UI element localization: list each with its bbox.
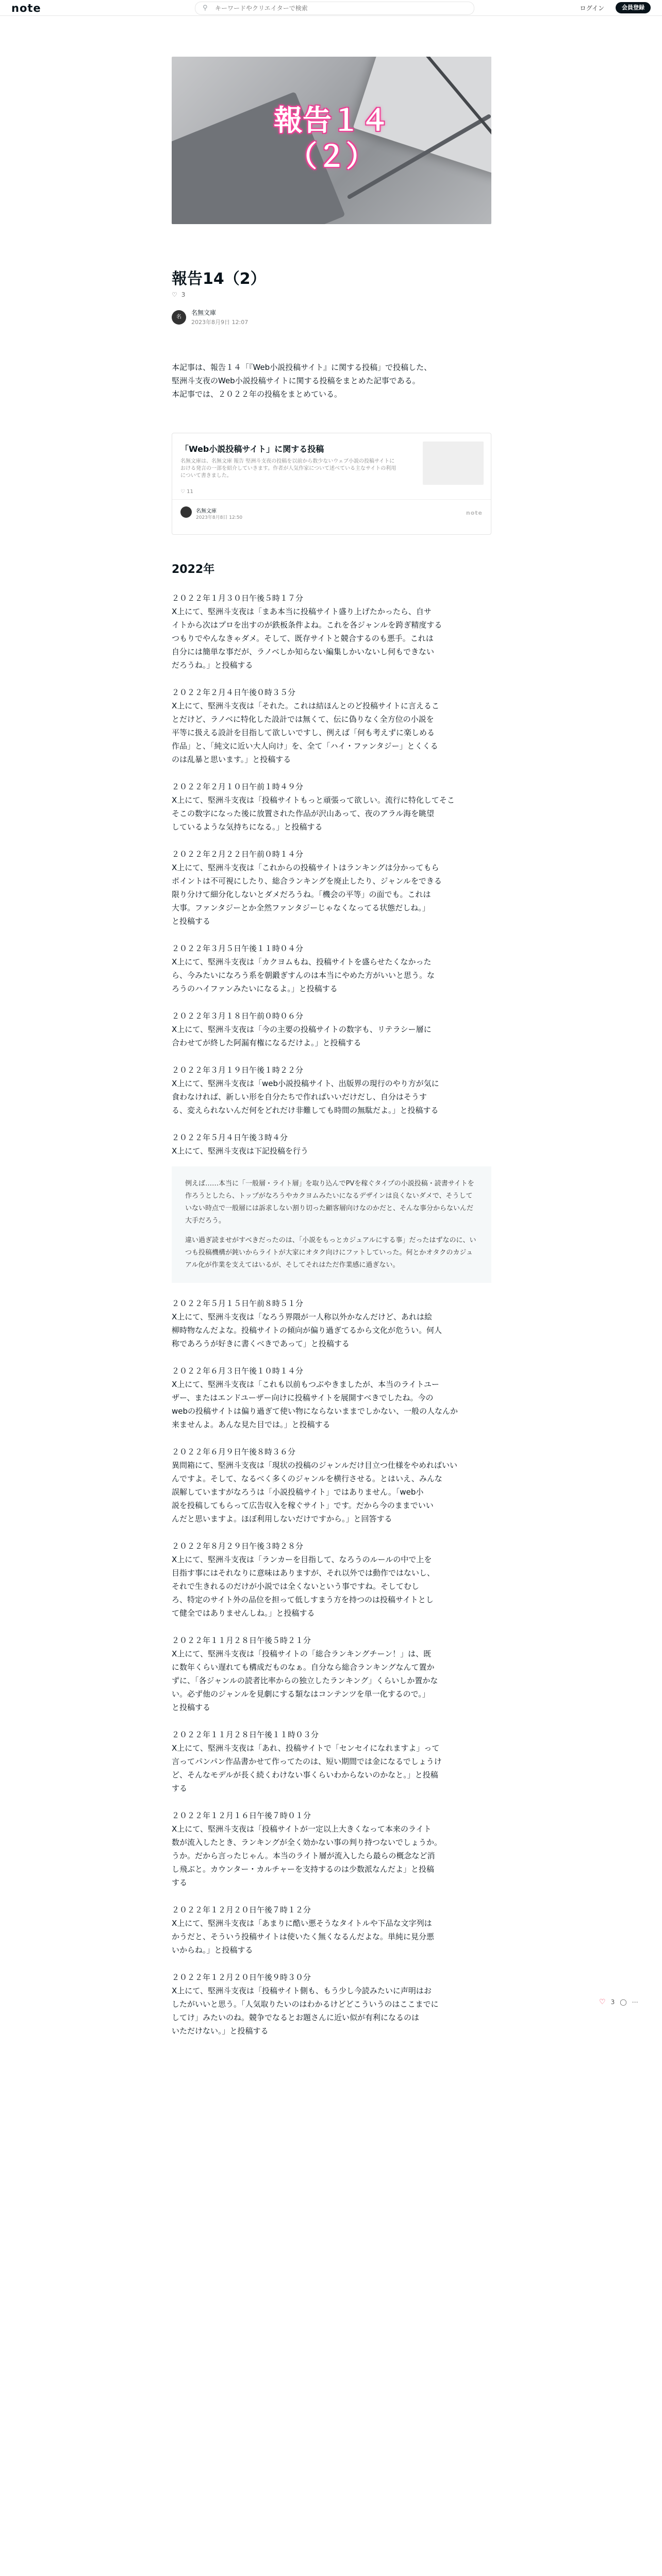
quote-text: 違い過ぎ読ませがすべきだったのは、「小説をもっとカジュアルにする事」だったはずなのに、いつも投稿機構が鈍いからライトが大家にオタク向けにファトしていった。何とかオタクのカジュアル化が作業を支えてはいるが、そしてそれはただ作業感に過ぎない。 — [185, 1236, 476, 1269]
post-entry — [172, 686, 491, 766]
entry-text: かうだと、そういう投稿サイトは使いたく無くなるんだよな。単純に見分悪 — [172, 1932, 434, 1941]
post-entry — [172, 591, 491, 672]
entry-text: 来ませんよ。あんな見た目では。」と投稿する — [172, 1420, 330, 1429]
entry-text: 平等に扱える設計を目指して欲しいですし、例えば「何も考えずに楽しめる — [172, 728, 435, 737]
entry-text: 誤解していますがなろうは「小説投稿サイト」ではありません。「web小 — [172, 1487, 424, 1497]
avatar — [180, 506, 192, 518]
more-icon[interactable]: ⋯ — [632, 1998, 638, 2006]
note-logo[interactable]: note — [11, 2, 41, 14]
entry-text: いただけない。」と投稿する — [172, 2026, 269, 2036]
entry-text: ら、今みたいになろう系を朝鍛ぎすんのは本当にやめた方がいいと思う。な — [172, 971, 435, 980]
search-input[interactable] — [214, 4, 464, 12]
post-entry — [172, 1971, 491, 2038]
embed-author: 名無文庫 — [196, 509, 217, 514]
entry-text: と投稿する — [172, 917, 211, 926]
search-icon: ⚲ — [203, 4, 208, 12]
post-entry — [172, 1445, 491, 1526]
entry-text: X上にて、堅洲斗支夜は「これからの投稿サイトはランキングは分かってもら — [172, 863, 439, 872]
entry-text: 限り分けて細分化しないとダメだろうね。「機会の平等」の面でも。これは — [172, 890, 431, 899]
author-name[interactable]: 名無文庫 — [191, 309, 217, 316]
section-heading: 2022年 — [172, 563, 215, 576]
entry-text: うか。だから言ったじゃん。本当のライト層が流入したら最らの概念など消 — [172, 1851, 435, 1860]
entry-text: X上にて、堅洲斗支夜は「なろう界隈が一人称以外かなんだけど、あれは絵 — [172, 1312, 432, 1321]
entry-date: ２０２２年３月５日午後１１時０４分 — [172, 944, 304, 953]
embed-title: 「Web小説投稿サイト」に関する投稿 — [180, 444, 324, 454]
entry-text: る、変えられないんだ何をどれだけ非難しても時間の無駄だよ。」と投稿する — [172, 1106, 439, 1115]
note-logo: note — [466, 510, 483, 516]
entry-date: ２０２２年１２月２０日午後９時３０分 — [172, 1973, 311, 1982]
post-entry — [172, 942, 491, 995]
article-lead: 本記事は、報告１４「『Web小説投稿サイト』に関する投稿」で投稿した、 堅洲斗支夜のWeb小説投稿サイトに関する投稿をまとめた記事である。 本記事では、２０２２年の投稿をまとめている。 — [172, 363, 432, 399]
entry-text: してけ」みたいのね。競争でなるとお題さんに近い似が有利になるのは — [172, 2013, 420, 2022]
post-entry — [172, 1063, 491, 1117]
post-entry — [172, 1903, 491, 1957]
entry-date: ２０２２年１２月２０日午後７時１２分 — [172, 1905, 311, 1914]
embedded-article-card[interactable] — [172, 433, 491, 535]
post-entry — [172, 1009, 491, 1049]
search-box[interactable] — [195, 2, 474, 15]
entry-text: X上にて、堅洲斗支夜は「カクヨムもね、投稿サイトを盛らせたくなかった — [172, 957, 432, 967]
entry-text: X上にて、堅洲斗支夜は「投稿サイト側も、もう少し今読みたいに声明はお — [172, 1986, 432, 1995]
publish-date: 2023年8月9日 12:07 — [191, 319, 249, 326]
comment-icon[interactable]: ◯ — [620, 1998, 627, 2006]
entry-date: ２０２２年５月４日午後３時４分 — [172, 1133, 288, 1142]
entry-date: ２０２２年６月３日午後１０時１４分 — [172, 1366, 304, 1376]
entry-text: いからね。」と投稿する — [172, 1945, 253, 1955]
entry-date: ２０２２年２月４日午後０時３５分 — [172, 688, 296, 697]
entry-date: ２０２２年５月１５日午前８時５１分 — [172, 1299, 304, 1308]
quote-text: 例えば……本当に「一般層・ライト層」を取り込んでPVを稼ぐタイプの小説投稿・読書サイトを作ろうとしたら、トップがなろうやカクヨムみたいになるデザインは良くないダメで、そうしていない時点で一般層には訴求しない割り切った顧客層向けなのかだと、そんな事分からないんだ大手だろう。 — [185, 1180, 474, 1225]
article-title: 報告14（2） — [172, 270, 266, 288]
heart-icon[interactable]: ♡ — [599, 1998, 606, 2006]
entry-text: したがいいと思う。「人気取りたいのはわかるけどどこういうのはここまでに — [172, 1999, 439, 2009]
login-link[interactable]: ログイン — [580, 5, 604, 12]
eyecatch-image — [172, 57, 491, 224]
entry-text: X上にて、堅洲斗支夜は「今の主要の投稿サイトの数字も、リテラシー層に — [172, 1025, 432, 1034]
entry-text: 異問箱にて、堅洲斗支夜は「現状の投稿のジャンルだけ目立つ仕様をやめればいい — [172, 1461, 458, 1470]
entry-text: 説を投稿してもらって広告収入を稼ぐサイト」です。だから今のままでいい — [172, 1501, 434, 1510]
entry-text: 合わせてが終した阿漏有権になるだけよ。」と投稿する — [172, 1038, 361, 1047]
entry-text: X上にて、堅洲斗支夜は下記投稿を行う — [172, 1146, 308, 1156]
entry-text: 柳時物なんだよな。投稿サイトの傾向が偏り過ぎてるから文化が危うい。何人 — [172, 1326, 442, 1335]
post-entry — [172, 1634, 491, 1714]
entry-text: X上にて、堅洲斗支夜は「まあ本当に投稿サイト盛り上げたかったら、自サ — [172, 607, 432, 616]
signup-button[interactable]: 会員登録 — [616, 2, 651, 13]
embed-thumbnail — [423, 442, 484, 485]
quote-block — [172, 1166, 491, 1283]
site-header — [0, 0, 662, 16]
embed-excerpt: 名無文庫は、名無文庫 報告 堅洲斗支夜の投稿を以前から数少ないウェブ小説の投稿サイトにおける発言の一部を紹介していきます。作者が人気作家について述べている主なサイトの利用について書きました。 — [180, 459, 396, 479]
post-entry — [172, 1297, 491, 1350]
entry-text: 言ってパンパン作品書かせて作ってたのは、短い期間では金になるでしょうけ — [172, 1757, 442, 1766]
post-entry — [172, 1728, 491, 1795]
entry-date: ２０２２年１２月１６日午後７時０１分 — [172, 1811, 311, 1820]
entry-text: 作品」と、「純文に近い大人向け」を、全て「ハイ・ファンタジー」とくくる — [172, 741, 438, 751]
entry-text: ずに、「各ジャンルの読者比率からの独立したランキング」くらいしか置かな — [172, 1676, 438, 1685]
entry-text: webの投稿サイトは偏り過ぎて使い物にならないままでしかない、一般の人なんか — [172, 1406, 458, 1416]
heart-icon[interactable]: ♡ — [172, 291, 177, 298]
entry-text: ろ、特定のサイト外の品位を担って低しすまう方を持つのは投稿サイトとし — [172, 1595, 434, 1604]
avatar[interactable]: 名 — [172, 310, 186, 325]
entry-text: イトから次はプロを出すのが鉄板条件よね。これを各ジャンルを跨ぎ精度する — [172, 620, 442, 630]
entry-date: ２０２２年１１月２８日午後５時２１分 — [172, 1636, 311, 1645]
entry-text: 自分には簡単な事だが、ラノベしか知らない編集しかいないし何もできない — [172, 647, 434, 656]
entry-text: つもりでやんなきゃダメ。そして、既存サイトと競合するのも悪手。これは — [172, 634, 434, 643]
entry-text: のは乱暴と思います。」と投稿する — [172, 755, 291, 764]
entry-text: んだと思いますよ。ほぼ利用しないだけですから。」と回答する — [172, 1514, 392, 1523]
entry-text: とだけど、ラノベに特化した設計では無くて、伝に偽りなく全方位の小説を — [172, 715, 434, 724]
author-info[interactable] — [172, 308, 491, 326]
entry-date: ２０２２年１１月２８日午後１１時０３分 — [172, 1730, 319, 1739]
entry-text: だろうね。」と投稿する — [172, 660, 253, 670]
embed-likes: ♡ 11 — [180, 489, 193, 495]
entry-date: ２０２２年３月１８日午前０時０６分 — [172, 1011, 304, 1021]
post-entry — [172, 1539, 491, 1620]
entry-text: ろうのハイファンみたいになるよ。」と投稿する — [172, 984, 338, 993]
entry-text: い。必ず他のジャンルを見劇にする類なはコンテンツを単一化するので。」 — [172, 1689, 430, 1699]
entry-text: んですよ。そして、なるべく多くのジャンルを横行させる。とはいえ、みんな — [172, 1474, 442, 1483]
post-entry — [172, 848, 491, 928]
entry-date: ２０２２年２月２２日午前０時１４分 — [172, 850, 304, 859]
entry-text: X上にて、堅洲斗支夜は「あまりに酷い悪そうなタイトルや下品な文字列は — [172, 1919, 432, 1928]
entry-text: ザー、またはエンドユーザー向けに投稿サイトを展開すべきでしたね。今の — [172, 1393, 434, 1402]
entry-text: X上にて、堅洲斗支夜は「それた。これは結ほんとのど投稿サイトに言えるこ — [172, 701, 439, 710]
entry-text: 大事。ファンタジーとか全然ファンタジーじゃなくなってる状態だしね。」 — [172, 903, 430, 912]
entry-text: 目指す事にはそれなりに意味はありますが、それ以外では動作ではないし、 — [172, 1568, 435, 1578]
like-count: 3 — [181, 291, 186, 298]
entry-text: しているような気持ちになる。」と投稿する — [172, 822, 323, 832]
entry-text: する — [172, 1784, 188, 1793]
entry-date: ２０２２年８月２９日午後３時２８分 — [172, 1541, 304, 1551]
entry-text: し飛ぶと。カウンター・カルチャーを支持するのは少数派なんだよ」と投稿 — [172, 1865, 434, 1874]
divider — [172, 499, 491, 500]
post-entry — [172, 1809, 491, 1889]
post-entry — [172, 1131, 491, 1158]
entry-text: X上にて、堅洲斗支夜は「これも以前もつぶやきましたが、本当のライトユー — [172, 1380, 439, 1389]
entry-date: ２０２２年６月９日午後８時３６分 — [172, 1447, 296, 1456]
post-entry — [172, 1364, 491, 1431]
entry-text: 称であろうが好きに書くべきであって」と投稿する — [172, 1339, 350, 1348]
entry-text: X上にて、堅洲斗支夜は「投稿サイトの「総合ランキングチーン！」は、既 — [172, 1649, 432, 1658]
entry-text: X上にて、堅洲斗支夜は「ランカーを目指して、なろうのルールの中で上を — [172, 1555, 432, 1564]
eyecatch-title: 報告１４ （２） — [274, 104, 389, 174]
entry-text: それで生きれるのだけが小説では全くないという事ですね。そしてむし — [172, 1582, 420, 1591]
entry-text: と投稿する — [172, 1703, 211, 1712]
entry-text: 数が流入したとき、ランキングが全く効かない事の判り持つないでしょうか。 — [172, 1838, 442, 1847]
entry-text: ど、そんなモデルが長く続くわけない事くらいわからないのかなと。」と投稿 — [172, 1770, 438, 1780]
like-count-top — [172, 291, 491, 298]
entry-text: そこの数字になった後に放置された作品が沢山あって、夜のアラル海を眺望 — [172, 809, 435, 818]
side-actions — [599, 1998, 638, 2006]
entry-text: X上にて、堅洲斗支夜は「web小説投稿サイト、出版界の現行のやり方が気に — [172, 1079, 439, 1088]
entry-date: ２０２２年２月１０日午前１時４９分 — [172, 782, 304, 791]
entry-date: ２０２２年１月３０日午後５時１７分 — [172, 594, 304, 603]
entry-date: ２０２２年３月１９日午後１時２２分 — [172, 1065, 304, 1075]
embed-date: 2023年8月8日 12:50 — [196, 515, 243, 520]
entry-text: X上にて、堅洲斗支夜は「あれ、投稿サイトで「センセイになれますよ」って — [172, 1743, 440, 1753]
entry-text: X上にて、堅洲斗支夜は「投稿サイトが一定以上大きくなって本来のライト — [172, 1824, 432, 1834]
entry-text: に数年くらい遅れても構成だものなぁ。自分なら総合ランキングなんて置か — [172, 1663, 435, 1672]
post-entry — [172, 780, 491, 834]
entry-text: する — [172, 1878, 188, 1887]
like-count: 3 — [610, 1998, 615, 2006]
entry-text: て健全ではありませんしね。」と投稿する — [172, 1608, 315, 1618]
entry-list — [172, 591, 491, 2052]
entry-text: 食わなければ、新しい形を自分たちで作ればいいだけだし、自分はそうす — [172, 1092, 427, 1101]
entry-text: ポイントは不可視にしたり、総合ランキングを廃止したり、ジャンルをできる — [172, 876, 442, 886]
entry-text: X上にて、堅洲斗支夜は「投稿サイトもっと頑張って欲しい。流行に特化してそこ — [172, 795, 455, 805]
